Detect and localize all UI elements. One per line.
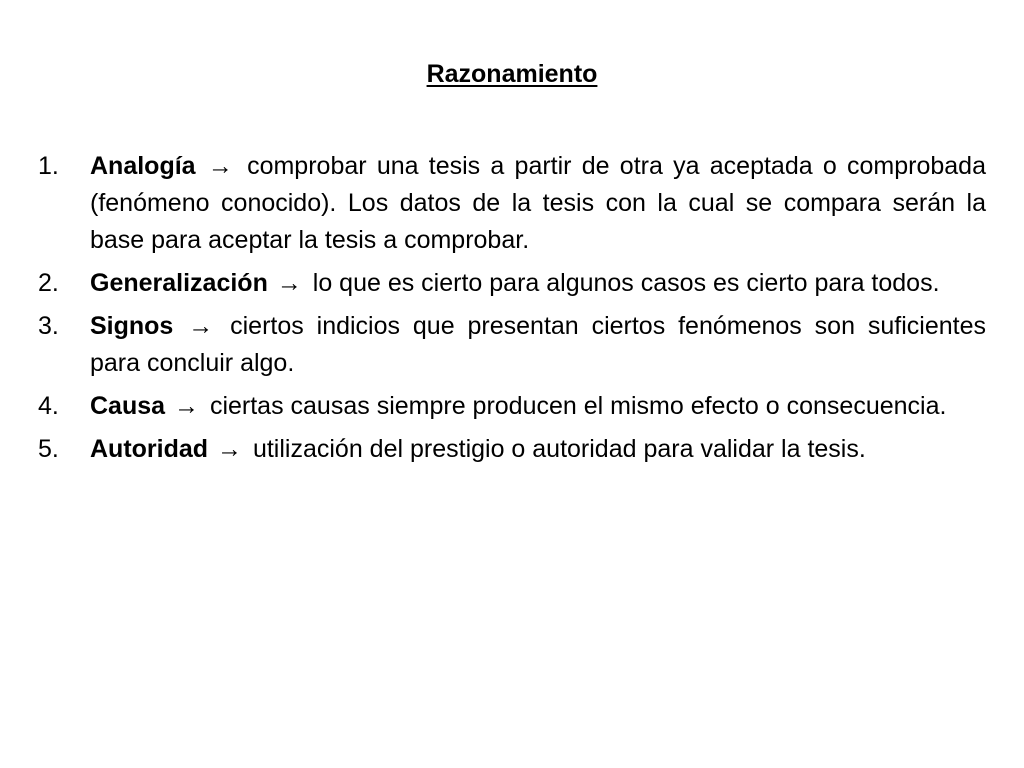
list-item-analogia — [38, 148, 986, 259]
list-item-term: Generalización — [90, 269, 268, 297]
reasoning-list — [38, 148, 986, 474]
slide-title — [0, 56, 1024, 92]
list-item-number: 1. — [38, 152, 59, 180]
list-item-text: ciertas causas siempre producen el mismo efecto o consecuencia. — [209, 392, 947, 420]
list-item-number: 2. — [38, 269, 59, 297]
list-item-number: 3. — [38, 312, 59, 340]
list-item-number: 5. — [38, 435, 59, 463]
list-item-signos — [38, 308, 986, 382]
list-item-causa — [38, 388, 986, 425]
right-arrow-icon: → — [188, 312, 214, 340]
list-item-number: 4. — [38, 392, 59, 420]
list-item-text: comprobar una tesis a partir de otra ya aceptada o comprobada (fenómeno conocido). Los datos de la tesis con la cual se compara serán la base para aceptar la tesis a comprobar. — [90, 152, 986, 254]
list-item-term: Causa — [90, 392, 166, 420]
list-item-text: lo que es cierto para algunos casos es cierto para todos. — [312, 269, 940, 297]
list-item-text: utilización del prestigio o autoridad para validar la tesis. — [252, 435, 866, 463]
list-item-term: Analogía — [90, 152, 196, 180]
list-item-autoridad — [38, 431, 986, 468]
right-arrow-icon: → — [217, 435, 242, 463]
list-item-term: Autoridad — [90, 435, 209, 463]
list-item-generalizacion — [38, 265, 986, 302]
slide-title-text: Razonamiento — [426, 60, 598, 88]
list-item-term: Signos — [90, 312, 174, 340]
right-arrow-icon: → — [174, 392, 199, 420]
list-item-text: ciertos indicios que presentan ciertos fenómenos son suficientes para concluir algo. — [90, 312, 986, 377]
right-arrow-icon: → — [276, 269, 302, 297]
right-arrow-icon: → — [207, 152, 233, 180]
